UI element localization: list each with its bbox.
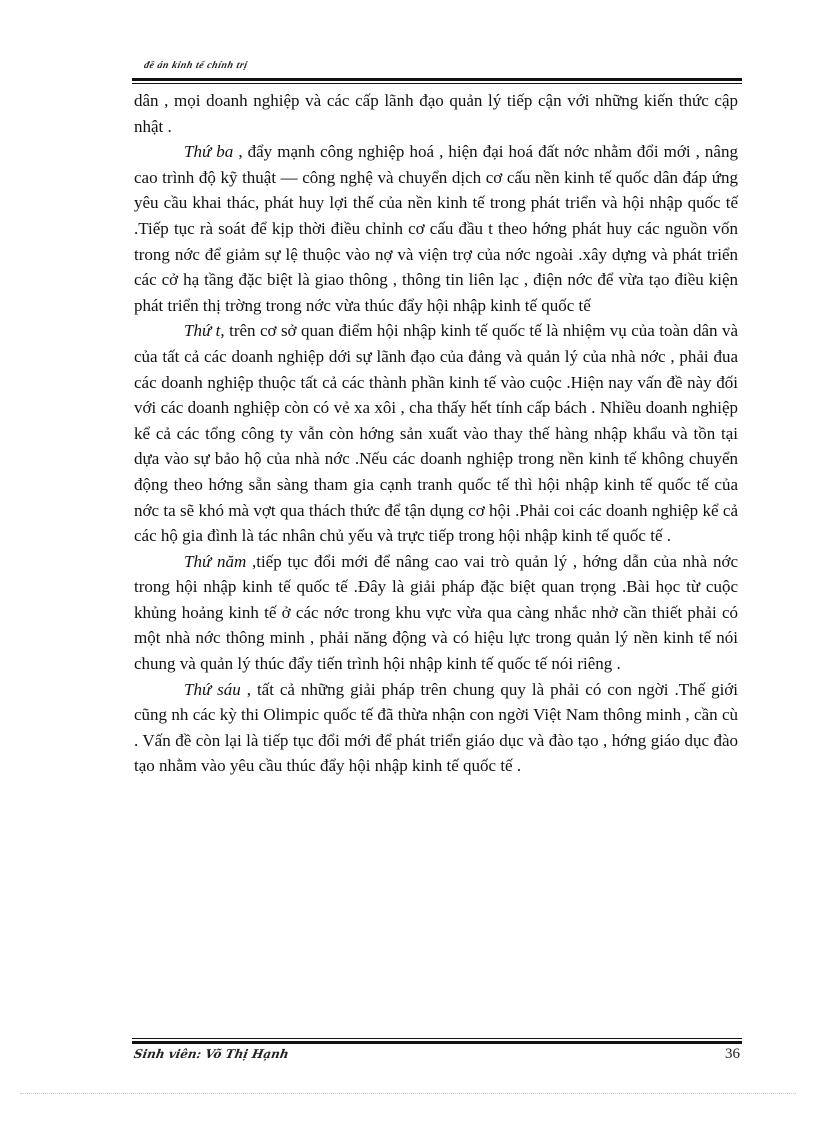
- body-text: [134, 88, 738, 779]
- paragraph-text: dân , mọi doanh nghiệp và các cấp lãnh đạo quản lý tiếp cận với những kiến thức cập nhật .: [134, 91, 738, 136]
- paragraph-text: ,tiếp tục đổi mới để nâng cao vai trò quản lý , hớng dẫn của nhà nớc trong hội nhập kinh tế quốc tế .Đây là giải pháp đặc biệt quan trọng .Bài học từ cuộc khủng hoảng kinh tế ở các nớc trong khu vực vừa qua càng nhắc nhở cần thiết phải có một nhà nớc thông minh , phải năng động và có hiệu lực trong quản lý nền kinh tế nói chung và quản lý thúc đẩy tiến trình hội nhập kinh tế quốc tế nói riêng .: [134, 551, 738, 674]
- header-rule-thick: [132, 78, 742, 81]
- paragraph-lead: Thứ năm: [184, 551, 247, 571]
- paragraph-thu-nam: [134, 549, 738, 677]
- paragraph-lead: Thứ t,: [184, 321, 225, 341]
- paragraph-text: trên cơ sở quan điểm hội nhập kinh tế quốc tế là nhiệm vụ của toàn dân và của tất cả các doanh nghiệp dới sự lãnh đạo của đảng và quản lý của nhà nớc , phải đua các doanh nghiệp thuộc tất cả các thành phần kinh tế vào cuộc .Hiện nay vấn đề này đối với các doanh nghiệp còn có vẻ xa xôi , cha thấy hết tính cấp bách . Nhiều doanh nghiệp kể cả các tổng công ty vẫn còn hớng sản xuất vào thay thế hàng nhập khẩu và tồn tại dựa vào sự bảo hộ của nhà nớc .Nếu các doanh nghiệp trong nền kinh tế không chuyển động theo hớng sẵn sàng tham gia cạnh tranh quốc tế thì hội nhập kinh tế quốc tế của nớc ta sẽ khó mà vợt qua thách thức để tận dụng cơ hội .Phải coi các doanh nghiệp kể cả các hộ gia đình là tác nhân chủ yếu và trực tiếp trong hội nhập kinh tế quốc tế .: [134, 321, 738, 546]
- paragraph-thu-sau: [134, 677, 738, 779]
- paragraph-continuation: [134, 88, 738, 139]
- footer-author: Sinh viên: Võ Thị Hạnh: [132, 1047, 290, 1061]
- footer-rule-thin: [132, 1038, 742, 1039]
- page-number: 36: [725, 1046, 740, 1062]
- paragraph-text: , đẩy mạnh công nghiệp hoá , hiện đại hoá đất nớc nhằm đổi mới , nâng cao trình độ kỹ thuật — công nghệ và chuyển dịch cơ cấu nền kinh tế quốc dân đáp ứng yêu cầu khai thác, phát huy lợi thế của nền kinh tế trong phát triển và hội nhập quốc tế .Tiếp tục rà soát để kịp thời điều chỉnh cơ cấu đầu t theo hớng phát huy các nguồn vốn trong nớc để giảm sự lệ thuộc vào nợ và viện trợ của nớc ngoài .xây dựng và phát triển các cở hạ tầng đặc biệt là giao thông , thông tin liên lạc , điện nớc để vừa tạo điều kiện phát triển thị trờng trong nớc vừa thúc đẩy hội nhập kinh tế quốc tế: [134, 142, 738, 315]
- header-rule-thin: [132, 83, 742, 84]
- page-edge-divider: [20, 1093, 796, 1094]
- paragraph-text: , tất cả những giải pháp trên chung quy là phải có con ngời .Thế giới cũng nh các kỳ thi Olimpic quốc tế đã thừa nhận con ngời Việt Nam thông minh , cần cù . Vấn đề còn lại là tiếp tục đổi mới để phát triển giáo dục và đào tạo , hớng giáo dục đào tạo nhằm vào yêu cầu thúc đẩy hội nhập kinh tế quốc tế .: [134, 679, 739, 776]
- paragraph-thu-ba: [134, 139, 738, 318]
- footer-rule-thick: [132, 1041, 742, 1044]
- paragraph-lead: Thứ ba: [184, 142, 234, 162]
- paragraph-lead: Thứ sáu: [184, 679, 241, 699]
- running-header-title: đề án kinh tế chính trị: [142, 60, 249, 71]
- paragraph-thu-tu: [134, 318, 738, 548]
